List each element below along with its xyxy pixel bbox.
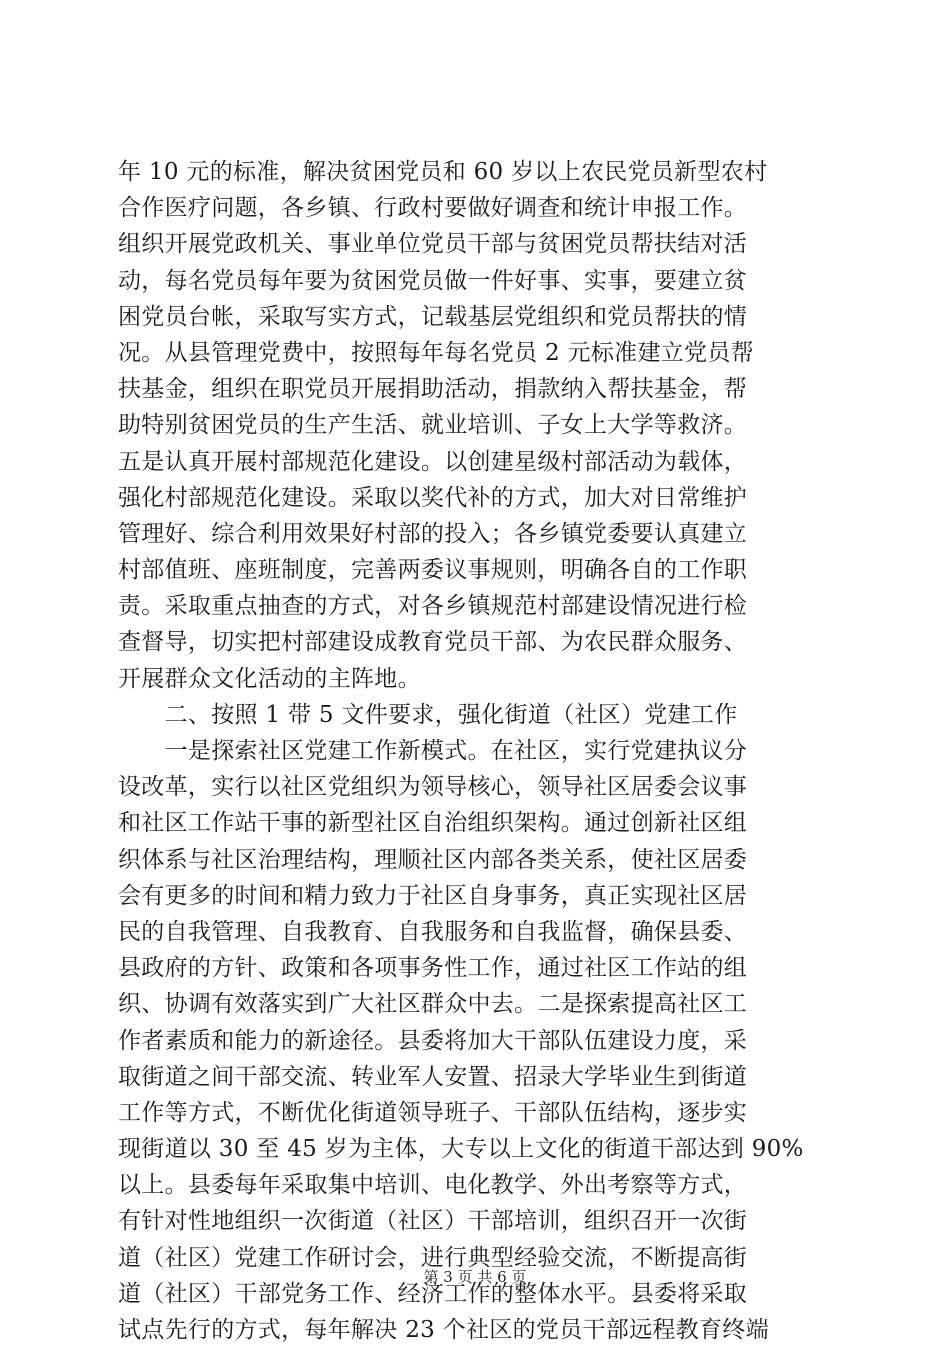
text-line: 道（社区）党建工作研讨会，进行典型经验交流，不断提高街 <box>118 1244 748 1271</box>
text-line: 取街道之间干部交流、转业军人安置、招录大学毕业生到街道 <box>118 1063 748 1090</box>
text-line: 责。采取重点抽查的方式，对各乡镇规范村部建设情况进行检 <box>118 593 748 620</box>
text-line: 况。从县管理党费中，按照每年每名党员 2 元标准建立党员帮 <box>118 339 754 366</box>
text-line: 组织开展党政机关、事业单位党员干部与贫困党员帮扶结对活 <box>118 231 748 258</box>
text-line: 民的自我管理、自我教育、自我服务和自我监督，确保县委、 <box>118 918 748 945</box>
text-line: 助特别贫困党员的生产生活、就业培训、子女上大学等救济。 <box>118 412 748 439</box>
text-line: 织体系与社区治理结构，理顺社区内部各类关系，使社区居委 <box>118 846 748 873</box>
text-line: 一是探索社区党建工作新模式。在社区，实行党建执议分 <box>118 738 748 764</box>
text-line: 动，每名党员每年要为贫困党员做一件好事、实事，要建立贫 <box>118 267 748 294</box>
text-line: 现街道以 30 至 45 岁为主体，大专以上文化的街道干部达到 90% <box>118 1136 804 1163</box>
text-line: 有针对性地组织一次街道（社区）干部培训，组织召开一次街 <box>118 1208 748 1235</box>
text-line: 设改革，实行以社区党组织为领导核心，领导社区居委会议事 <box>118 774 748 801</box>
text-line: 工作等方式，不断优化街道领导班子、干部队伍结构，逐步实 <box>118 1099 748 1126</box>
text-line: 县政府的方针、政策和各项事务性工作，通过社区工作站的组 <box>118 955 748 982</box>
text-line: 年 10 元的标准，解决贫困党员和 60 岁以上农民党员新型农村 <box>118 159 768 185</box>
text-line: 试点先行的方式，每年解决 23 个社区的党员干部远程教育终端 <box>118 1317 769 1343</box>
text-line: 织、协调有效落实到广大社区群众中去。二是探索提高社区工 <box>118 991 748 1018</box>
text-line: 村部值班、座班制度，完善两委议事规则，明确各自的工作职 <box>118 557 748 584</box>
text-line: 查督导，切实把村部建设成教育党员干部、为农民群众服务、 <box>118 629 748 656</box>
text-line: 五是认真开展村部规范化建设。以创建星级村部活动为载体， <box>118 448 748 475</box>
text-line: 困党员台帐，采取写实方式，记载基层党组织和党员帮扶的情 <box>118 303 748 330</box>
body-text <box>118 154 838 1348</box>
text-line: 强化村部规范化建设。采取以奖代补的方式，加大对日常维护 <box>118 484 748 511</box>
text-line: 道（社区）干部党务工作、经济工作的整体水平。县委将采取 <box>118 1280 748 1307</box>
page-number-footer: 第 3 页 共 6 页 <box>423 1268 527 1286</box>
text-line: 扶基金，组织在职党员开展捐助活动，捐款纳入帮扶基金，帮 <box>118 376 748 403</box>
text-line: 作者素质和能力的新途径。县委将加大干部队伍建设力度，采 <box>118 1027 748 1054</box>
text-line: 会有更多的时间和精力致力于社区自身事务，真正实现社区居 <box>118 882 748 909</box>
text-line: 合作医疗问题，各乡镇、行政村要做好调查和统计申报工作。 <box>118 195 748 222</box>
text-line: 和社区工作站干事的新型社区自治组织架构。通过创新社区组 <box>118 810 748 837</box>
text-line: 开展群众文化活动的主阵地。 <box>118 665 421 692</box>
text-line: 以上。县委每年采取集中培训、电化教学、外出考察等方式， <box>118 1172 748 1199</box>
section-heading: 二、按照 1 带 5 文件要求，强化街道（社区）党建工作 <box>118 701 738 728</box>
text-line: 管理好、综合利用效果好村部的投入；各乡镇党委要认真建立 <box>118 520 748 547</box>
